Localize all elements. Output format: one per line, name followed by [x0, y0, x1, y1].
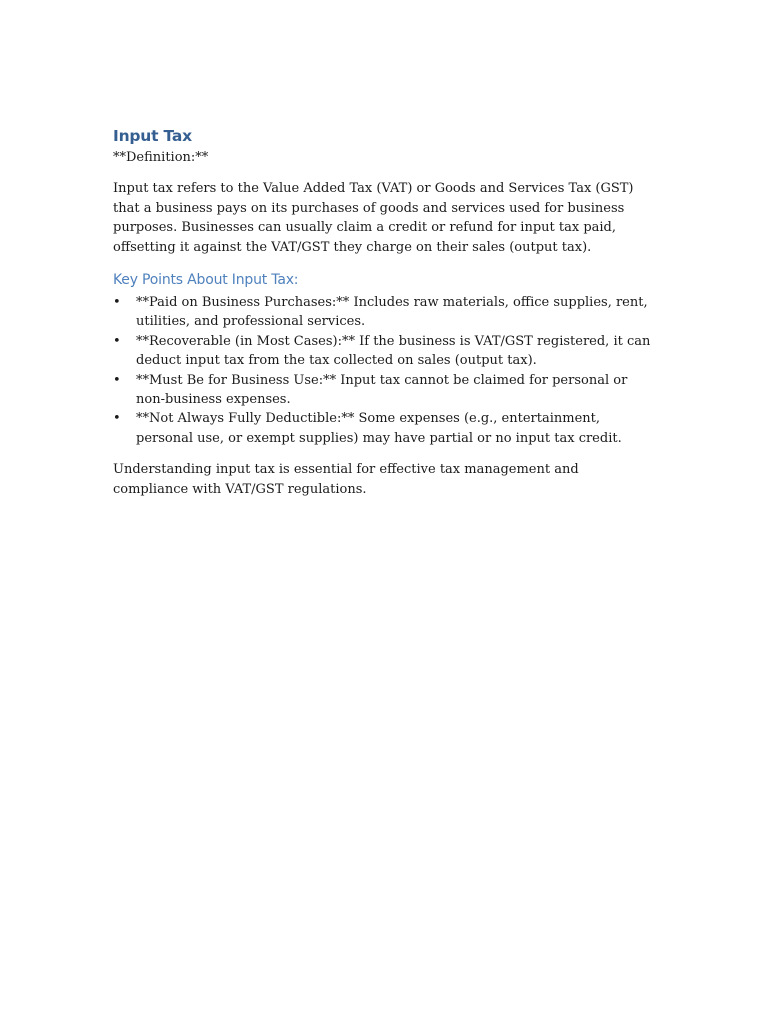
bullet-icon: • — [113, 411, 121, 427]
list-item — [113, 332, 653, 371]
bullet-icon: • — [113, 295, 121, 311]
definition-paragraph: Input tax refers to the Value Added Tax (VAT) or Goods and Services Tax (GST) that a business pays on its purchases of goods and services used for business purposes. Businesses can usually claim a credit or refund for input tax paid, offsetting it against the VAT/GST they charge on their sales (output tax). — [113, 181, 634, 255]
document-title: Input Tax — [113, 127, 192, 145]
list-item — [113, 409, 653, 448]
document-body — [113, 124, 653, 499]
key-points-heading: Key Points About Input Tax: — [113, 272, 299, 289]
list-item-text: **Must Be for Business Use:** Input tax cannot be claimed for personal or non-business expenses. — [136, 372, 628, 408]
list-item-text: **Recoverable (in Most Cases):** If the business is VAT/GST registered, it can deduct input tax from the tax collected on sales (output tax). — [136, 333, 651, 369]
definition-label: **Definition:** — [113, 150, 209, 165]
list-item-text: **Paid on Business Purchases:** Includes raw materials, office supplies, rent, utilities, and professional services. — [136, 295, 648, 330]
list-item — [113, 371, 653, 410]
list-item — [113, 293, 653, 332]
bullet-icon: • — [113, 372, 121, 388]
closing-paragraph: Understanding input tax is essential for effective tax management and compliance with VAT/GST regulations. — [113, 462, 579, 497]
bullet-icon: • — [113, 333, 121, 349]
key-points-list — [113, 293, 653, 448]
list-item-text: **Not Always Fully Deductible:** Some expenses (e.g., entertainment, personal use, or exempt supplies) may have partial or no input tax credit. — [136, 411, 622, 446]
